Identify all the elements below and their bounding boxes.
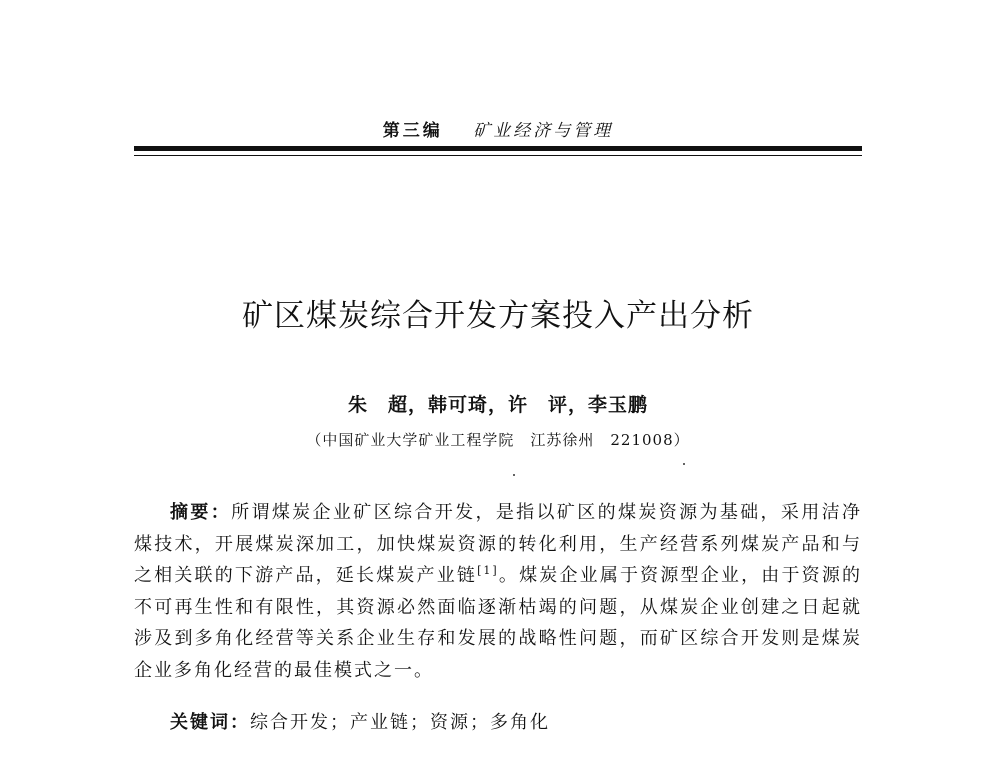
section-label: 矿业经济与管理: [473, 121, 614, 141]
speck-mark: [513, 474, 515, 476]
abstract-label: 摘要：: [170, 502, 232, 523]
abstract-text-continued: 。煤炭企业属于资源型企业，由于资源的不可再生性和有限性，其资源必然面临逐渐枯竭的问题，从煤炭企业创建之日起就涉及到多角化经营等关系企业生存和发展的战略性问题，而矿区综合开发则是煤炭企业多角化经营的最佳模式之一。: [134, 565, 863, 681]
abstract: [134, 497, 862, 686]
header-rule-thick: [134, 146, 862, 151]
keywords-text: 综合开发；产业链；资源；多角化: [250, 712, 550, 733]
keywords: [170, 708, 862, 734]
part-label: 第三编: [382, 121, 443, 141]
header-rule-thin: [134, 155, 862, 156]
paper-title: 矿区煤炭综合开发方案投入产出分析: [242, 298, 754, 334]
keywords-label: 关键词：: [170, 712, 250, 733]
author-list: 朱 超，韩可琦，许 评，李玉鹏: [347, 394, 648, 416]
speck-mark: [683, 463, 685, 465]
running-head: [134, 116, 862, 141]
affiliation: （中国矿业大学矿业工程学院 江苏徐州 221008）: [306, 431, 690, 449]
citation-ref: [1]: [477, 564, 499, 577]
abstract-text: 所谓煤炭企业矿区综合开发，是指以矿区的煤炭资源为基础，采用洁净煤技术，开展煤炭深加工，加快煤炭资源的转化利用，生产经营系列煤炭产品和与之相关联的下游产品，延长煤炭产业链: [134, 502, 862, 586]
